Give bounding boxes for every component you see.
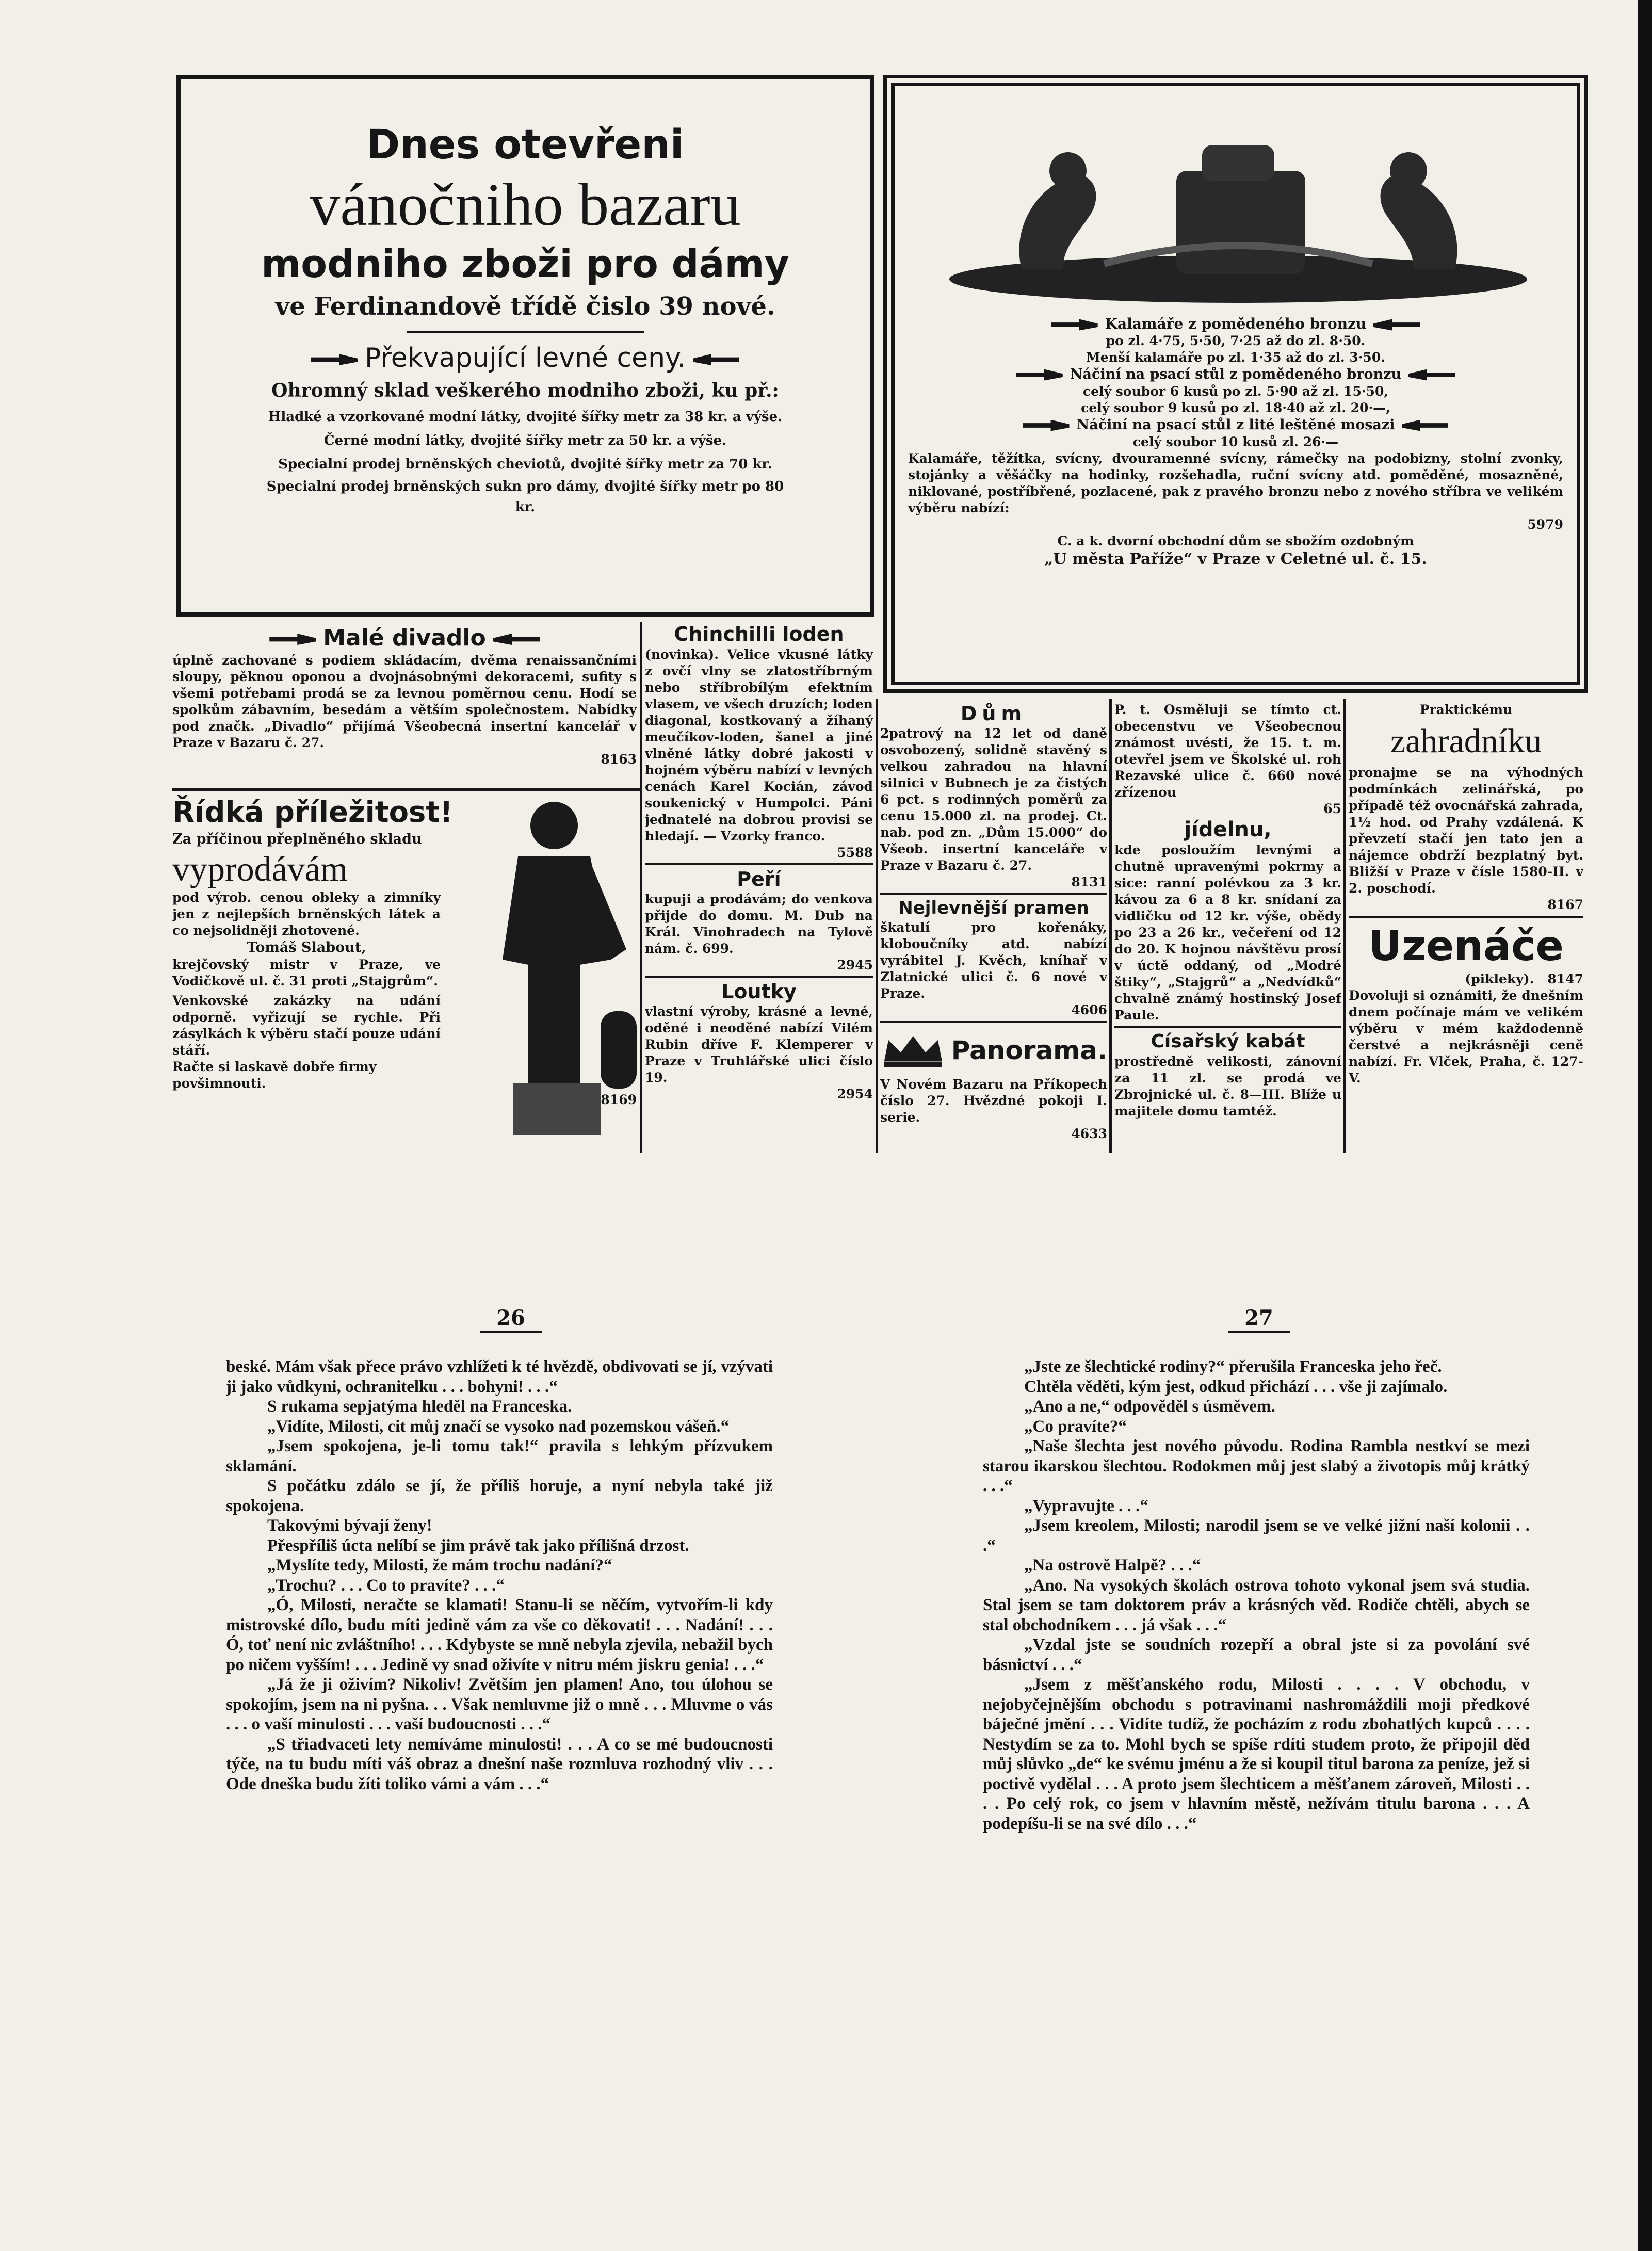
panorama-banner — [880, 1025, 1107, 1076]
malé-divadlo-title-text: Malé divadlo — [323, 625, 486, 651]
bazaar-item-4: Specialní prodej brněnských sukn pro dámy, dvojité šířky metr po 80 kr. — [266, 479, 784, 515]
kabát-text: prostředně velikosti, zánovní za 11 zl. se prodá ve Zbrojnické ul. č. 8—III. Blíže u majitele domu tamtéž. — [1114, 1054, 1341, 1119]
paragraph: „Ó, Milosti, neračte se klamati! Stanu-li se něčím, vytvořím-li kdy mistrovské dílo, budu míti jedině vám za vše co děkovati! . . . Nadání! . . . Ó, toť není nic zvláštního! . . . Kdybyste se mně nebyla zjevila, nebažil bych po ničem vyšším! . . . Jedině vy snad oživíte v nitru mém jiskru genia! . . .“ — [226, 1596, 773, 1674]
paragraph: „Jsem spokojena, je-li tomu tak!“ pravila s lehkým přízvukem sklamání. — [226, 1437, 773, 1476]
bazaar-item-1: Hladké a vzorkované modní látky, dvojité šířky metr za 38 kr. a výše. — [268, 409, 783, 425]
bronze-line-1: po zl. 4·75, 5·50, 7·25 až do zl. 8·50. — [1106, 333, 1366, 348]
bronze-line-4: celý soubor 9 kusů po zl. 18·40 až zl. 20·—, — [1081, 400, 1390, 415]
řídká-lead: Za příčinou přeplněného skladu — [172, 831, 422, 847]
paragraph: „Co pravíte?“ — [1024, 1417, 1127, 1436]
pointing-hand-icon — [493, 634, 540, 645]
chinchilli-number: 5588 — [837, 845, 873, 860]
bronze-ad — [883, 75, 1588, 693]
paragraph: „Jsem z měšťanského rodu, Milosti . . . . V obchodu, v nejobyčejnějším obchodu s potravinami nashromáždili moji předkové báječné jmění . . . Vidíte tudíž, že pocházím z rodu zbohatlých kupců . . . . Nestydím se za to. Mohl bych se spíše rdíti studem proto, že připojil děd můj slůvko „de“ ke svému jménu a že si koupil titul barona za peníze, jež si poctivě vydělal . . . A proto jsem šlechticem a měšťanem zároveň, Milosti . . . . Po celý rok, co jsem v hlavním městě, nežívám titulu barona . . . A podepíšu-li se na své dílo . . .“ — [983, 1675, 1530, 1833]
uzenáče-number: 8147 — [1547, 971, 1583, 986]
pointing-hand-icon — [1051, 319, 1098, 331]
řídká-text-2: krejčovský mistr v Praze, ve Vodičkově ul. č. 31 proti „Stajgrům“. — [172, 957, 441, 989]
bronze-line-3: celý soubor 6 kusů po zl. 5·90 až zl. 15·50, — [1082, 384, 1389, 399]
paragraph: Chtěla věděti, kým jest, odkud přichází . . . vše ji zajímalo. — [1024, 1377, 1448, 1396]
uzenáče-title: Uzenáče — [1368, 922, 1564, 970]
column-1-top — [172, 624, 637, 788]
pointing-hand-icon — [1023, 420, 1070, 431]
uzenáče-text: Dovoluji si oznámiti, že dnešním dnem počínaje mám ve velikém výběru v mém každodenně čerstvé a nejkrásněji ceně nabízí. Fr. Vlček, Praha, č. 127-V. — [1349, 988, 1583, 1086]
divider — [407, 331, 644, 333]
zahradník-text: pronajme se na výhodných podmínkách zelinářská, po případě též ovocnářská zahrada, 1½ hod. od Prahy vzdálená. K převzetí stačí jen tato jen a nájemce obdrží bezplatný byt. Bližší v Praze v čísle 1580-II. v 2. poschodí. — [1349, 765, 1583, 896]
malé-divadlo-title — [172, 624, 637, 652]
inkstand-illustration — [908, 93, 1574, 315]
pointing-hand-icon — [311, 354, 358, 365]
panorama-text: V Novém Bazaru na Příkopech číslo 27. Hvězdné pokoji I. serie. — [880, 1077, 1107, 1125]
tailor-figure-illustration — [472, 795, 637, 1145]
pointing-hand-icon — [1016, 369, 1063, 381]
chinchilli-text: (novinka). Velice vkusné látky z ovčí vlny se zlatostříbrným nebo stříbrobílým efektním vlasem, ve všech druzích; loden diagonal, kostkovaný a žíhaný meučíkov-loden, šanel a jiné vlněné látky dobré jakosti v hojném výběru nabízí v levných cenách Karel Kocián, závod soukenický v Humpolci. Páni jednatelé na dobrou provisi se hledají. — Vzorky franco. — [645, 647, 873, 844]
řídká-title: Řídká příležitost! — [172, 796, 453, 829]
pointing-hand-icon — [269, 634, 316, 645]
paragraph: „Myslíte tedy, Milosti, že mám trochu nadání?“ — [267, 1556, 612, 1575]
bazaar-item-3: Specialní prodej brněnských cheviotů, dvojité šířky metr za 70 kr. — [278, 457, 772, 472]
column-3 — [880, 702, 1107, 1156]
vyprodávám-text: vyprodávám — [172, 849, 348, 888]
jídelna-number: 65 — [1323, 801, 1341, 816]
bazaar-item-2: Černé modní látky, dvojité šířky metr za 50 kr. a výše. — [323, 433, 727, 448]
row-rule — [172, 788, 640, 791]
pramen-number: 4606 — [1071, 1002, 1107, 1017]
pointing-hand-icon — [1402, 420, 1448, 431]
bazaar-line3: modniho zboži pro dámy — [261, 242, 789, 286]
loutky-title: Loutky — [721, 980, 797, 1003]
řídká-number: 8169 — [601, 1092, 637, 1107]
paragraph: beské. Mám však přece právo vzhlížeti k té hvězdě, obdivovati se jí, vzývati ji jako vůdkyni, ochranitelku . . . bohyni! . . .“ — [226, 1357, 773, 1396]
column-4 — [1114, 702, 1341, 1156]
paragraph: „Vypravujte . . .“ — [1024, 1496, 1148, 1515]
peří-number: 2945 — [837, 958, 873, 973]
zahradník-number: 8167 — [1547, 897, 1583, 912]
paragraph: Přespříliš úcta nelíbí se jim právě tak jako přílišná drzost. — [267, 1536, 689, 1555]
paragraph: S počátku zdálo se jí, že příliš horuje, a nyní nebyla také již spokojena. — [226, 1477, 773, 1515]
paragraph: S rukama sepjatýma hleděl na Franceska. — [267, 1397, 572, 1416]
divider — [880, 1021, 1107, 1023]
peří-title: Peří — [737, 868, 781, 890]
paragraph: „Vidíte, Milosti, cit můj značí se vysoko nad pozemskou vášeň.“ — [267, 1417, 730, 1436]
řídká-text-4: Račte si laskavě dobře firmy povšimnouti. — [172, 1059, 377, 1091]
page-number-right: 27 — [1228, 1305, 1290, 1333]
loutky-number: 2954 — [837, 1087, 873, 1102]
bronze-heading-2-text: Náčiní na psací stůl z pomědeného bronzu — [1070, 366, 1402, 382]
bronze-body: Kalamáře, těžítka, svícny, dvouramenné svícny, rámečky na podobizny, stolní zvonky, stojánky a věšáčky na hodinky, rozšehadla, ruční svícny atd. poměděné, mosazněné, niklované, postříbřené, pozlacené, pak z pravého bronzu nebo z nového stříbra ve velikém výběru nabízí: — [908, 451, 1563, 515]
uzenáče-sub-text: (pikleky). — [1465, 971, 1534, 986]
bronze-line-2: Menší kalamáře po zl. 1·35 až do zl. 3·50. — [1086, 350, 1385, 365]
page-number-left: 26 — [480, 1305, 542, 1333]
bronze-heading-3 — [908, 416, 1563, 434]
divider — [880, 893, 1107, 895]
crown-icon — [880, 1027, 946, 1074]
column-rule — [1343, 699, 1346, 1153]
jídelna-text: kde posloužím levnými a chutně upravenými pokrmy a sice: ranní polévkou za 3 kr. kávou za 6 a 8 kr. snídaní za vidličku od 12 kr. výše, obědy po 23 a 26 kr., večeření od 12 do 20. K hojnou návštěvu prosí v úctě oddaný, od „Modré štiky“, „Stajgrů“ a „Nedvídků“ chvalně známý hostinský Josef Paule. — [1114, 843, 1341, 1023]
malé-divadlo-text: úplně zachované s podiem skládacím, dvěma renaissančními sloupy, pěknou oponou a dvojnásobnými dekoracemi, sufity s všemi potřebami prodá se za levnou poměrnou cenu. Hodí se spolkům zábavním, besedám a větším společnostem. Nabídky pod značk. „Divadlo“ přijímá Všeobecná insertní kancelář v Praze v Bazaru č. 27. — [172, 653, 637, 750]
pramen-text: škatulí pro kořenáky, kloboučníky atd. nabízí vyrábitel J. Kvěch, kníhař v Zlatnické ulici č. 6 nové v Praze. — [880, 920, 1107, 1001]
paragraph: „Ano. Na vysokých školách ostrova tohoto vykonal jsem svá studia. Stal jsem se tam doktorem práv a krásných věd. Rodiče chtěli, abych se stal obchodníkem . . . já však . . .“ — [983, 1576, 1530, 1634]
paragraph: Takovými bývají ženy! — [267, 1516, 432, 1535]
řídká-name: Tomáš Slabout, — [247, 940, 366, 956]
bazaar-ad — [176, 75, 874, 617]
zahradník-title: zahradníku — [1390, 722, 1542, 760]
peří-text: kupuji a prodávám; do venkova přijde do domu. M. Dub na Král. Vinohradech na Tylově nám. č. 699. — [645, 892, 873, 956]
divider — [1349, 916, 1583, 918]
chinchilli-title: Chinchilli loden — [674, 623, 844, 645]
paragraph: „Já že ji oživím? Nikoliv! Zvětším jen plamen! Ano, tou úlohou se spokojím, jsem na ni pyšna. . . Však nemluvme již o mně . . . Mluvme o vás . . . o vaší minulosti . . . vaší budoucnosti . . .“ — [226, 1675, 773, 1734]
panorama-number: 4633 — [1071, 1126, 1107, 1141]
column-2 — [645, 622, 873, 1153]
pointing-hand-icon — [1408, 369, 1455, 381]
dům-number: 8131 — [1071, 875, 1107, 889]
column-5 — [1349, 702, 1583, 1156]
bronze-footer-2: „U města Paříže“ v Praze v Celetné ul. č. 15. — [1044, 550, 1427, 568]
bazaar-line4: ve Ferdinandově třídě čislo 39 nové. — [275, 292, 775, 321]
kabát-title: Císařský kabát — [1151, 1031, 1305, 1052]
bazaar-subhead: Ohromný sklad veškerého modniho zboži, ku př.: — [271, 380, 779, 401]
pramen-title: Nejlevnější pramen — [898, 898, 1089, 918]
bazaar-line1: Dnes otevřeni — [366, 122, 684, 168]
column-rule — [876, 699, 878, 1153]
scan-edge — [1638, 0, 1652, 2251]
book-page-left — [226, 1357, 773, 1966]
column-rule — [640, 622, 642, 1153]
bronze-heading-1 — [908, 315, 1563, 333]
divider — [645, 863, 873, 865]
column-1-bottom — [172, 795, 637, 1156]
zahradník-lead: Praktickému — [1419, 702, 1513, 717]
malé-divadlo-number: 8163 — [601, 752, 637, 767]
headline-text: Překvapující levné ceny. — [365, 343, 686, 374]
paragraph: „S třiadvaceti lety nemíváme minulosti! . . . A co se mé budoucnosti týče, na tu budu míti váš obraz a dnešní naše rozmluva rozhodný vliv . . . Ode dneška budu žíti toliko vámi a vám . . .“ — [226, 1735, 773, 1793]
paragraph: „Na ostrově Halpě? . . .“ — [1024, 1556, 1201, 1575]
pointing-hand-icon — [1373, 319, 1420, 331]
paragraph: „Naše šlechta jest nového původu. Rodina Rambla nestkví se mezi starou ikarskou šlechtou. Rodokmen můj jest slabý a životopis můj krátký . . .“ — [983, 1437, 1530, 1495]
paragraph: „Jste ze šlechtické rodiny?“ přerušila Franceska jeho řeč. — [1024, 1357, 1442, 1376]
paragraph: „Vzdal jste se soudních rozepří a obral jste si za povolání své básnictví . . .“ — [983, 1635, 1530, 1674]
paragraph: „Jsem kreolem, Milosti; narodil jsem se ve velké jižní naší kolonii . . .“ — [983, 1516, 1530, 1555]
bazaar-line2: vánočniho bazaru — [310, 171, 741, 238]
paragraph: „Ano a ne,“ odpověděl s úsměvem. — [1024, 1397, 1275, 1416]
column-rule — [1109, 699, 1112, 1153]
dům-text: 2patrový na 12 let od daně osvobozený, solidně stavěný s velkou zahradou na hlavní silnici v Bubnech je za čistých 6 pct. s rodinných poměrů za cenu 15.000 zl. na prodej. Ct. nab. pod zn. „Dům 15.000“ do Všeob. insertní kanceláře v Praze v Bazaru č. 27. — [880, 726, 1107, 873]
bronze-heading-3-text: Náčiní na psací stůl z lité leštěné mosazi — [1076, 417, 1395, 433]
jídelna-intro: P. t. Osměluji se tímto ct. obecenstvu ve Všeobecnou známost uvésti, že 15. t. m. otevřel jsem ve Školské ul. roh Rezavské ulice č. 660 nové zřízenou — [1114, 702, 1341, 800]
paragraph: „Trochu? . . . Co to pravíte? . . .“ — [267, 1576, 505, 1595]
řídká-text-3: Venkovské zakázky na udání odporně. vyřizují se rychle. Při zásylkách k výběru stačí pouze udání stáří. — [172, 993, 441, 1058]
bazaar-headline — [201, 340, 849, 376]
bronze-footer-1: C. a k. dvorní obchodní dům se sbožím ozdobným — [1057, 533, 1414, 548]
loutky-text: vlastní výroby, krásné a levné, oděné i neoděné nabízí Vilém Rubin dříve F. Klemperer v Praze v Truhlářské ulici číslo 19. — [645, 1004, 873, 1085]
dům-title: Dům — [960, 702, 1027, 725]
bronze-line-5: celý soubor 10 kusů zl. 26·— — [1132, 434, 1339, 449]
book-page-right — [983, 1357, 1530, 1966]
bronze-heading-1-text: Kalamáře z pomědeného bronzu — [1105, 315, 1367, 332]
pointing-hand-icon — [693, 354, 739, 365]
panorama-title: Panorama. — [951, 1035, 1107, 1065]
bronze-number: 5979 — [1527, 517, 1563, 532]
jídelna-title: jídelnu, — [1184, 818, 1272, 841]
divider — [645, 976, 873, 978]
divider — [1114, 1026, 1341, 1028]
uzenáče-sub — [1349, 971, 1583, 987]
řídká-text: pod výrob. cenou obleky a zimníky jen z nejlepších brněnských látek a co nejsolidněji zhotovené. — [172, 890, 441, 938]
bronze-heading-2 — [908, 366, 1563, 383]
